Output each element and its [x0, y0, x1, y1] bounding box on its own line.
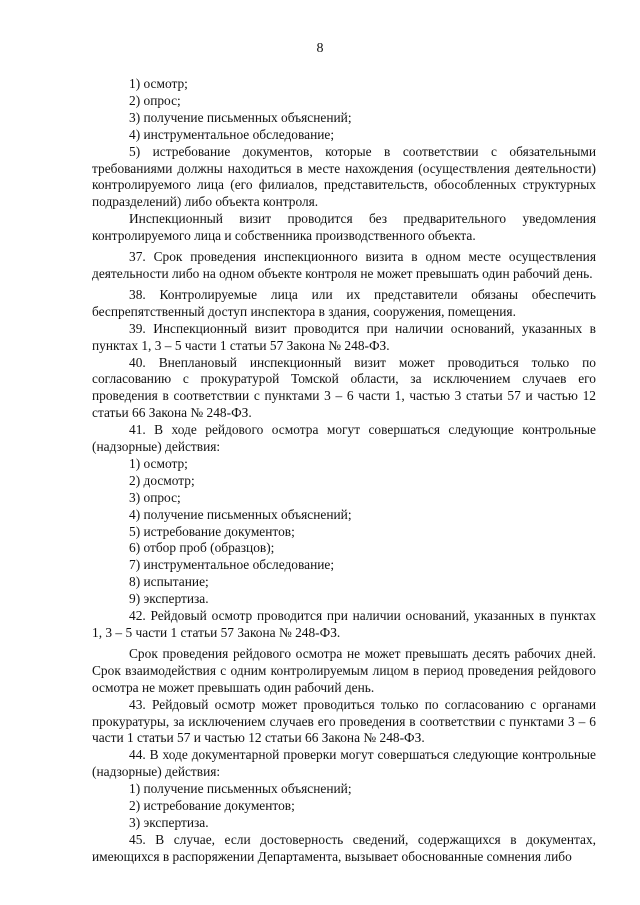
list-item: 3) опрос; — [129, 489, 181, 505]
list-item: 2) опрос; — [129, 92, 181, 108]
list-item: 8) испытание; — [129, 574, 209, 590]
document-body — [92, 76, 596, 866]
list-item: 1) осмотр; — [129, 76, 188, 91]
list-item: 2) досмотр; — [129, 472, 195, 488]
paragraph: Срок проведения рейдового осмотра не может превышать десять рабочих дней. Срок взаимодействия с одним контролируемым лицом в период проведения рейдового осмотра не может превышать один рабочий день. — [92, 645, 596, 695]
clause-40: 40. Внеплановый инспекционный визит может проводиться только по согласованию с прокуратурой Томской области, за исключением случаев его проведения в соответствии с пунктами 3 – 6 части 1, частью 3 статьи 57 и частью 12 статьи 66 Закона № 248-ФЗ. — [92, 354, 596, 421]
list-item: 4) получение письменных объяснений; — [129, 506, 352, 522]
list-item: 6) отбор проб (образцов); — [129, 540, 275, 556]
list-item: 4) инструментальное обследование; — [129, 126, 335, 142]
list-item: 7) инструментальное обследование; — [129, 557, 335, 573]
paragraph: Инспекционный визит проводится без предварительного уведомления контролируемого лица и собственника производственного объекта. — [92, 211, 596, 244]
clause-43: 43. Рейдовый осмотр может проводиться только по согласованию с органами прокуратуры, за исключением случаев его проведения в соответствии с пунктами 3 – 6 части 1 статьи 57 и частью 12 статьи 66 Закона № 248-ФЗ. — [92, 696, 596, 746]
list-item: 3) экспертиза. — [129, 814, 209, 830]
clause-39: 39. Инспекционный визит проводится при наличии оснований, указанных в пунктах 1, 3 – 5 части 1 статьи 57 Закона № 248-ФЗ. — [92, 320, 596, 353]
clause-45: 45. В случае, если достоверность сведений, содержащихся в документах, имеющихся в распоряжении Департамента, вызывает обоснованные сомнения либо — [92, 831, 596, 864]
clause-38: 38. Контролируемые лица или их представители обязаны обеспечить беспрепятственный доступ инспектора в здания, сооружения, помещения. — [92, 286, 596, 319]
page-number: 8 — [316, 41, 324, 56]
list-item: 5) истребование документов, которые в соответствии с обязательными требованиями должны находиться в месте нахождения (осуществления деятельности) контролируемого лица (его филиалов, представительств, обособленных структурных подразделений) либо объекта контроля. — [92, 143, 596, 210]
clause-37: 37. Срок проведения инспекционного визита в одном месте осуществления деятельности либо на одном объекте контроля не может превышать один рабочий день. — [92, 249, 596, 281]
list-item: 1) получение письменных объяснений; — [129, 781, 352, 797]
list-item: 5) истребование документов; — [129, 523, 295, 539]
list-item: 1) осмотр; — [129, 455, 188, 471]
clause-41: 41. В ходе рейдового осмотра могут совершаться следующие контрольные (надзорные) действия: — [92, 422, 596, 455]
list-item: 2) истребование документов; — [129, 798, 295, 814]
list-item: 9) экспертиза. — [129, 591, 209, 607]
list-item: 3) получение письменных объяснений; — [129, 109, 352, 125]
clause-44: 44. В ходе документарной проверки могут совершаться следующие контрольные (надзорные) действия: — [92, 747, 596, 780]
clause-42: 42. Рейдовый осмотр проводится при наличии оснований, указанных в пунктах 1, 3 – 5 части 1 статьи 57 Закона № 248-ФЗ. — [92, 608, 596, 640]
